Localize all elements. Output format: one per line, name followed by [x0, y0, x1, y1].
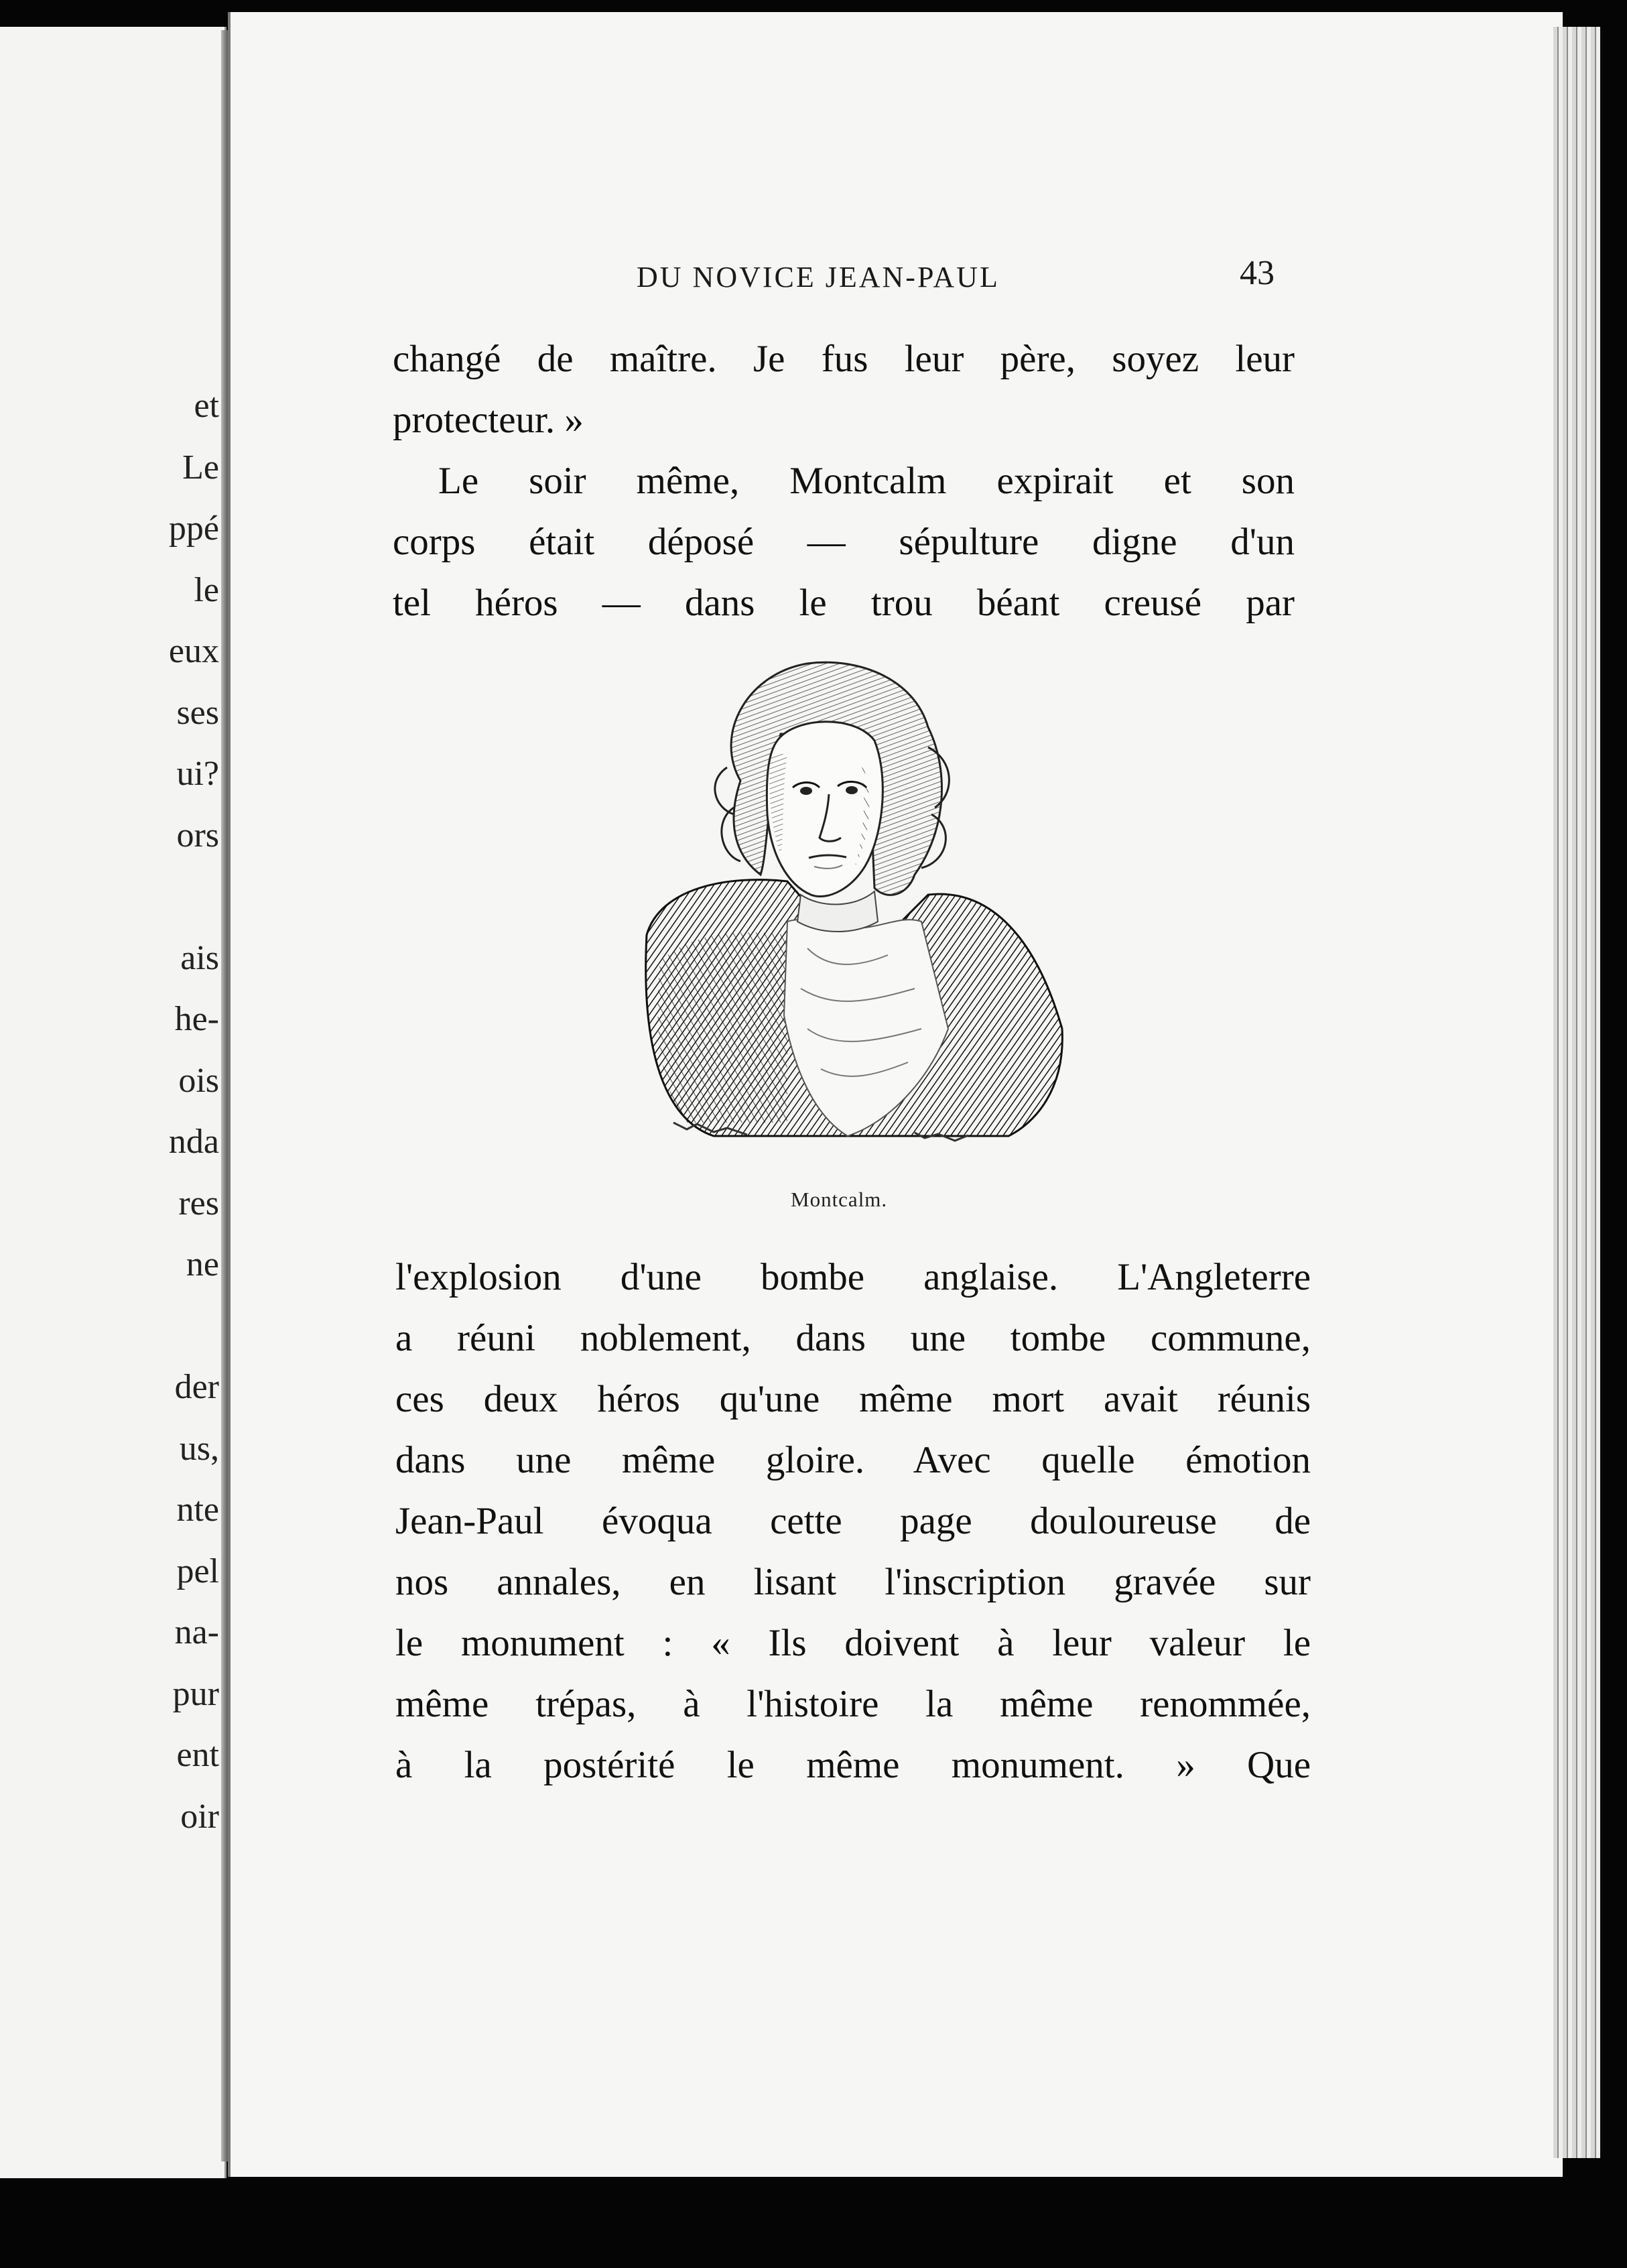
left-fragment: oir [180, 1797, 219, 1836]
left-fragment: eux [168, 632, 219, 670]
left-fragment: et [194, 387, 219, 425]
text-line: dans une même gloire. Avec quelle émotion [395, 1439, 1311, 1481]
left-fragment: ppé [168, 509, 219, 548]
left-fragment: ne [186, 1245, 219, 1283]
left-fragment: ui? [176, 755, 219, 793]
left-page-text-fragments [5, 375, 219, 1847]
running-head: DU NOVICE JEAN-PAUL [637, 261, 1000, 294]
left-fragment: he- [174, 1000, 219, 1038]
text-line: tel héros — dans le trou béant creusé par [393, 582, 1295, 624]
text-block-bottom [395, 1247, 1311, 1796]
text-line: changé de maître. Je fus leur père, soyez leur [393, 338, 1295, 380]
text-line: Jean-Paul évoqua cette page douloureuse de [395, 1500, 1311, 1542]
text-line: Le soir même, Montcalm expirait et son [438, 460, 1295, 502]
text-line: protecteur. » [393, 399, 584, 441]
left-fragment: ois [178, 1061, 219, 1100]
text-line: même trépas, à l'histoire la même renommée, [395, 1683, 1311, 1725]
left-fragment: res [178, 1184, 219, 1222]
left-fragment: ors [176, 816, 219, 855]
left-fragment: le [194, 570, 219, 609]
left-fragment: ais [180, 938, 219, 977]
text-block-top [393, 328, 1295, 633]
left-fragment: nda [168, 1123, 219, 1161]
page-number: 43 [1240, 254, 1275, 292]
left-fragment: Le [182, 448, 219, 487]
left-fragment: us, [179, 1429, 219, 1468]
text-line: à la postérité le même monument. » Que [395, 1744, 1311, 1786]
left-fragment: nte [176, 1491, 219, 1529]
left-fragment: ses [176, 693, 219, 732]
text-line: corps était déposé — sépulture digne d'un [393, 521, 1295, 563]
text-line: a réuni noblement, dans une tombe commune, [395, 1317, 1311, 1359]
left-fragment: der [174, 1368, 219, 1406]
left-fragment: pur [172, 1674, 219, 1713]
page-edges [1553, 27, 1600, 2158]
left-fragment: pel [176, 1552, 219, 1590]
left-fragment: na- [174, 1613, 219, 1651]
left-fragment [5, 1296, 219, 1357]
montcalm-portrait-engraving [633, 653, 1069, 1176]
left-fragment [5, 866, 219, 928]
left-page [0, 27, 226, 2178]
text-line: l'explosion d'une bombe anglaise. L'Angleterre [395, 1256, 1311, 1298]
left-fragment: ent [176, 1736, 219, 1774]
figure-caption: Montcalm. [791, 1188, 888, 1211]
text-line: le monument : « Ils doivent à leur valeur le [395, 1622, 1311, 1664]
text-line: ces deux héros qu'une même mort avait réunis [395, 1378, 1311, 1420]
text-line: nos annales, en lisant l'inscription gravée sur [395, 1561, 1311, 1603]
